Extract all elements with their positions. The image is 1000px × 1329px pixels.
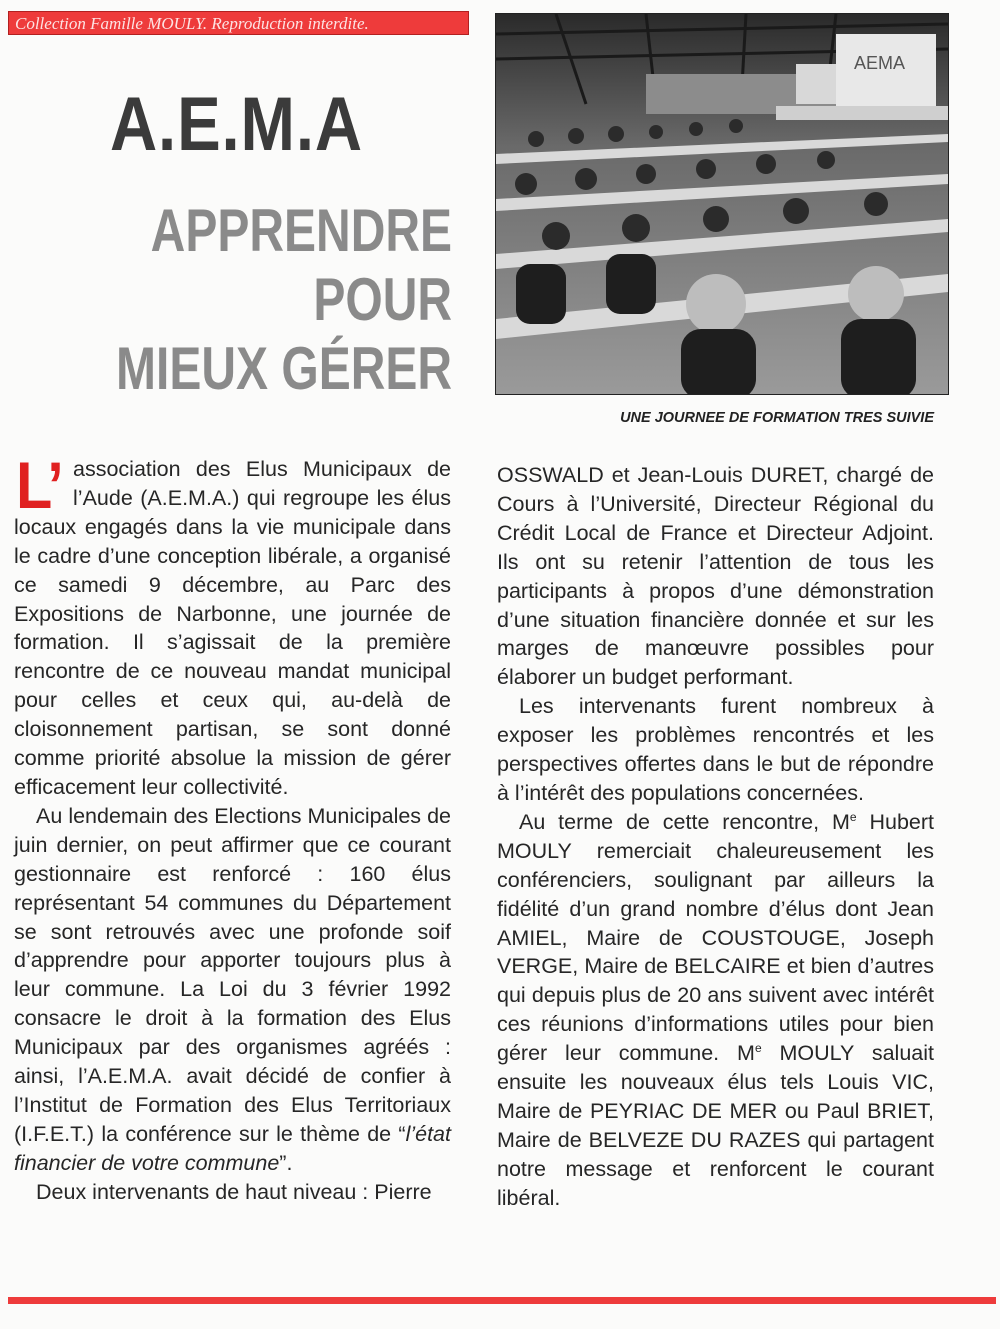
- paragraph-1-text: association des Elus Municipaux de l’Aude (A.E.M.A.) qui regroupe les élus locaux engagés dans la vie municipale dans le cadre d’une conception libérale, a organisé ce samedi 9 décembre, au Parc des Expositions de Narbonne, une journée de formation. Il s’agissait de la première rencontre de ce nouveau mandat municipal pour celles et ceux qui, au-delà de cloisonnement partisan, se sont donné comme priorité absolue la mission de gérer efficacement leur collectivité.: [14, 457, 451, 799]
- article-column-left: [14, 448, 451, 1207]
- superscript-e-2: e: [754, 1040, 762, 1055]
- superscript-e: e: [849, 809, 857, 824]
- article-subtitle: [32, 196, 452, 403]
- article-column-right: [497, 461, 934, 1213]
- dropcap: L’: [16, 448, 62, 522]
- photo-caption: UNE JOURNEE DE FORMATION TRES SUIVIE: [620, 410, 934, 426]
- paragraph-5-a: Au terme de cette rencontre, M: [519, 809, 850, 834]
- paragraph-3: Deux intervenants de haut niveau : Pierre: [36, 1179, 432, 1204]
- paragraph-5-c: MOULY saluait ensuite les nouveaux élus tels Louis VIC, Maire de PEYRIAC DE MER ou Paul BRIET, Maire de BELVEZE DU RAZES qui partagent notre message et renforcent le courant libéral.: [497, 1041, 934, 1210]
- paragraph-2: [14, 802, 451, 1178]
- paragraph-3-continued: OSSWALD et Jean-Louis DURET, chargé de Cours à l’Université, Directeur Régional du Crédit Local de France et Directeur Adjoint. Ils ont su retenir l’attention de tous les participants à propos d’une démonstration d’une situation financière donnée et sur les marges de manœuvre possibles pour élaborer un budget performant.: [497, 463, 934, 690]
- aema-sign-text: AEMA: [854, 53, 906, 73]
- paragraph-1: [14, 448, 451, 802]
- paragraph-2-end: ”.: [279, 1150, 293, 1175]
- conference-photo-drawing: [496, 14, 948, 394]
- bottom-rule: [8, 1297, 996, 1304]
- paragraph-2-text: Au lendemain des Elections Municipales de juin dernier, on peut affirmer que ce courant gestionnaire est renforcé : 160 élus représentant 54 communes du Département se sont retrouvés avec une profonde soif d’apprendre pour apporter toujours plus à leur commune. La Loi du 3 février 1992 consacre le droit à la formation des Elus Municipaux par des organismes agréés : ainsi, l’A.E.M.A. avait décidé de confier à l’Institut de Formation des Elus Territoriaux (I.F.E.T.) la conférence sur le thème de “: [14, 803, 451, 1146]
- paragraph-5-b: Hubert MOULY remerciait chaleureusement les conférenciers, soulignant par ailleurs la fidélité d’un grand nombre d’élus dont Jean AMIEL, Maire de COUSTOUGE, Joseph VERGE, Maire de BELCAIRE et bien d’autres qui depuis plus de 20 ans suivent avec intérêt ces réunions d’informations utiles pour bien gérer leur commune. M: [497, 809, 934, 1066]
- copyright-banner: Collection Famille MOULY. Reproduction interdite.: [8, 11, 469, 35]
- article-title: A.E.M.A: [110, 82, 363, 167]
- paragraph-4: Les intervenants furent nombreux à exposer les problèmes rencontrés et les perspectives offertes dans le but de répondre à l’intérêt des populations concernées.: [497, 694, 934, 805]
- subtitle-line-1: APPRENDRE: [150, 197, 452, 264]
- subtitle-line-2: POUR: [313, 266, 452, 333]
- conference-photo: [495, 13, 949, 395]
- paragraph-2-italic: l’état financier de votre commune: [14, 1121, 451, 1175]
- paragraph-5: [497, 808, 934, 1213]
- subtitle-line-3: MIEUX GÉRER: [115, 335, 452, 402]
